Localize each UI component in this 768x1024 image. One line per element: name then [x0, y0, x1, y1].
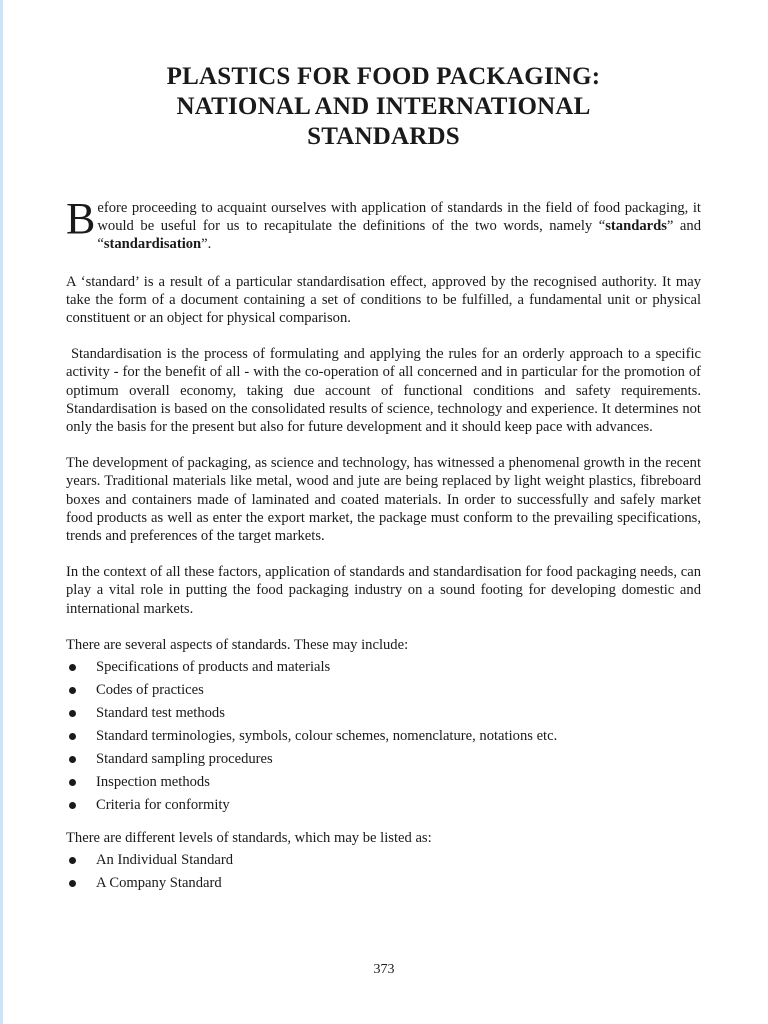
bullet-icon — [69, 710, 76, 717]
paragraph-packaging-development: The development of packaging, as science and technology, has witnessed a phenomenal growth in the recent years. Traditional materials like metal, wood and jute are being replaced by light weight plastics, fibreboard boxes and containers made of laminated and coated materials. In order to successfully and safely market food products as well as enter the export market, the package must conform to the prevailing specifications, trends and preferences of the target markets. — [66, 455, 701, 545]
page-title — [66, 0, 701, 152]
list-item: Standard sampling procedures — [66, 748, 701, 771]
list-item: Specifications of products and materials — [66, 656, 701, 679]
title-line-1: PLASTICS FOR FOOD PACKAGING: — [166, 63, 601, 90]
bullet-icon — [69, 687, 76, 694]
bullet-icon — [69, 802, 76, 809]
levels-intro: There are different levels of standards, which may be listed as: — [66, 830, 432, 847]
drop-cap: B — [66, 194, 96, 243]
list-item: Standard test methods — [66, 702, 701, 725]
levels-list — [66, 849, 701, 895]
aspects-intro: There are several aspects of standards. These may include: — [66, 636, 409, 653]
paragraph-standardisation-definition: Standardisation is the process of formulating and applying the rules for an orderly approach to a specific activity - for the benefit of all - with the co-operation of all concerned and in particular for the promotion of optimum overall economy, taking due account of functional conditions and safety requirements. Standardisation is based on the consolidated results of science, technology and experience. It determines not only the basis for the present but also for future development and it should keep pace with advances. — [66, 346, 705, 436]
list-item: Codes of practices — [66, 679, 701, 702]
list-item: Inspection methods — [66, 771, 701, 794]
bullet-icon — [69, 664, 76, 671]
page-edge-line — [0, 0, 3, 1024]
bullet-icon — [69, 733, 76, 740]
bullet-icon — [69, 756, 76, 763]
paragraph-standard-definition: A ‘standard’ is a result of a particular standardisation effect, approved by the recognised authority. It may take the form of a document containing a set of conditions to be fulfilled, a fundamental unit or physical constituent or an object for physical comparison. — [66, 273, 701, 327]
title-line-3: STANDARDS — [307, 123, 460, 150]
list-item: A Company Standard — [66, 872, 701, 895]
bullet-icon — [69, 779, 76, 786]
paragraph-context: In the context of all these factors, application of standards and standardisation for food packaging needs, can play a vital role in putting the food packaging industry on a sound footing for developing domestic and international markets. — [66, 564, 701, 617]
body-text — [66, 194, 705, 895]
list-item: Criteria for conformity — [66, 794, 701, 817]
intro-paragraph: Before proceeding to acquaint ourselves with application of standards in the field of food packaging, it would be useful for us to recapitulate the definitions of the two words, namely “standards” and “standardisation”. — [66, 194, 701, 253]
aspects-list — [66, 656, 701, 817]
list-item: Standard terminologies, symbols, colour schemes, nomenclature, notations etc. — [66, 725, 701, 748]
title-line-2: NATIONAL AND INTERNATIONAL — [176, 93, 591, 120]
term-standards: standards — [605, 218, 667, 235]
bullet-icon — [69, 857, 76, 864]
bullet-icon — [69, 880, 76, 887]
document-page — [66, 0, 705, 907]
list-item: An Individual Standard — [66, 849, 701, 872]
term-standardisation: standardisation — [103, 236, 202, 253]
page-number: 373 — [373, 962, 395, 977]
